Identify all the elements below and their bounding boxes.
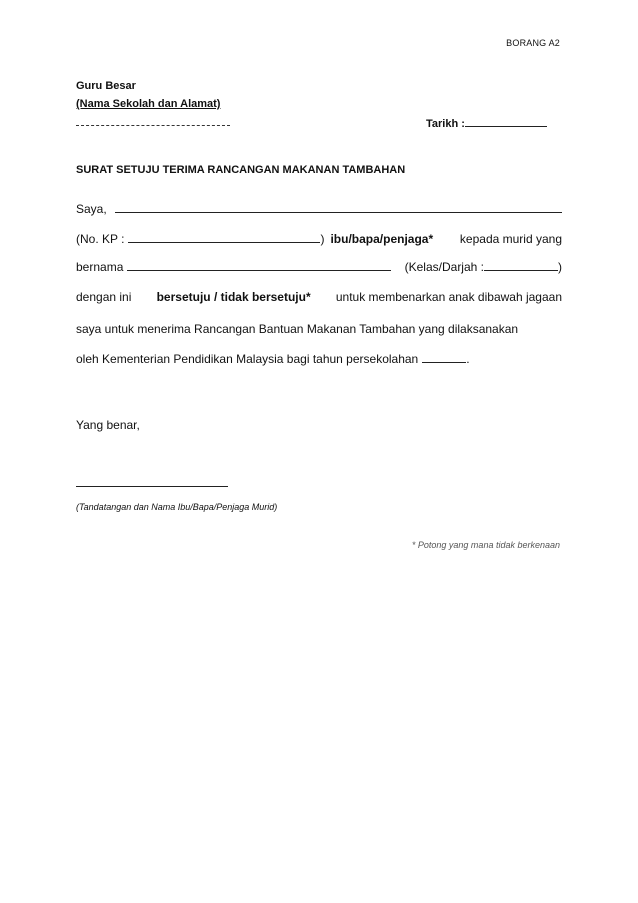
student-name-blank[interactable] [127,260,391,271]
saya-label: Saya, [76,202,107,216]
class-label: (Kelas/Darjah : [404,260,484,274]
parent-options: ibu/bapa/penjaga* [330,232,434,246]
kp-close: ) [320,232,325,246]
body-line-5 [76,322,562,336]
saya-row [76,202,562,216]
date-field [426,116,547,130]
signature-line[interactable] [76,486,228,487]
recipient-title: Guru Besar [76,80,136,92]
body-line-6-end: . [466,352,470,366]
signature-caption: (Tandatangan dan Nama Ibu/Bapa/Penjaga Murid) [76,502,278,512]
body-line-6 [76,352,562,366]
consent-options: bersetuju / tidak bersetuju* [156,290,311,304]
footnote: * Potong yang mana tidak berkenaan [411,540,560,550]
consent-post: untuk membenarkan anak dibawah jagaan [335,290,562,304]
consent-pre: dengan ini [76,290,132,304]
recipient-address-label: (Nama Sekolah dan Alamat) [76,98,221,110]
kp-blank[interactable] [128,232,320,243]
form-code: BORANG A2 [506,38,560,48]
closing: Yang benar, [76,418,140,432]
kp-row [76,232,562,246]
address-line [76,125,230,126]
date-blank[interactable] [465,116,547,127]
class-close: ) [558,260,562,274]
kp-tail: kepada murid yang [459,232,562,246]
name-blank[interactable] [115,202,562,213]
letter-heading: SURAT SETUJU TERIMA RANCANGAN MAKANAN TAMBAHAN [76,164,406,176]
kp-label: (No. KP : [76,232,125,246]
year-blank[interactable] [422,352,466,363]
bernama-row [76,260,562,274]
consent-row [76,290,562,304]
date-label: Tarikh : [426,118,465,130]
class-blank[interactable] [484,260,558,271]
body-line-6-text: oleh Kementerian Pendidikan Malaysia bagi tahun persekolahan [76,352,419,366]
bernama-label: bernama [76,260,124,274]
body-line-5-text: saya untuk menerima Rancangan Bantuan Makanan Tambahan yang dilaksanakan [76,322,519,336]
